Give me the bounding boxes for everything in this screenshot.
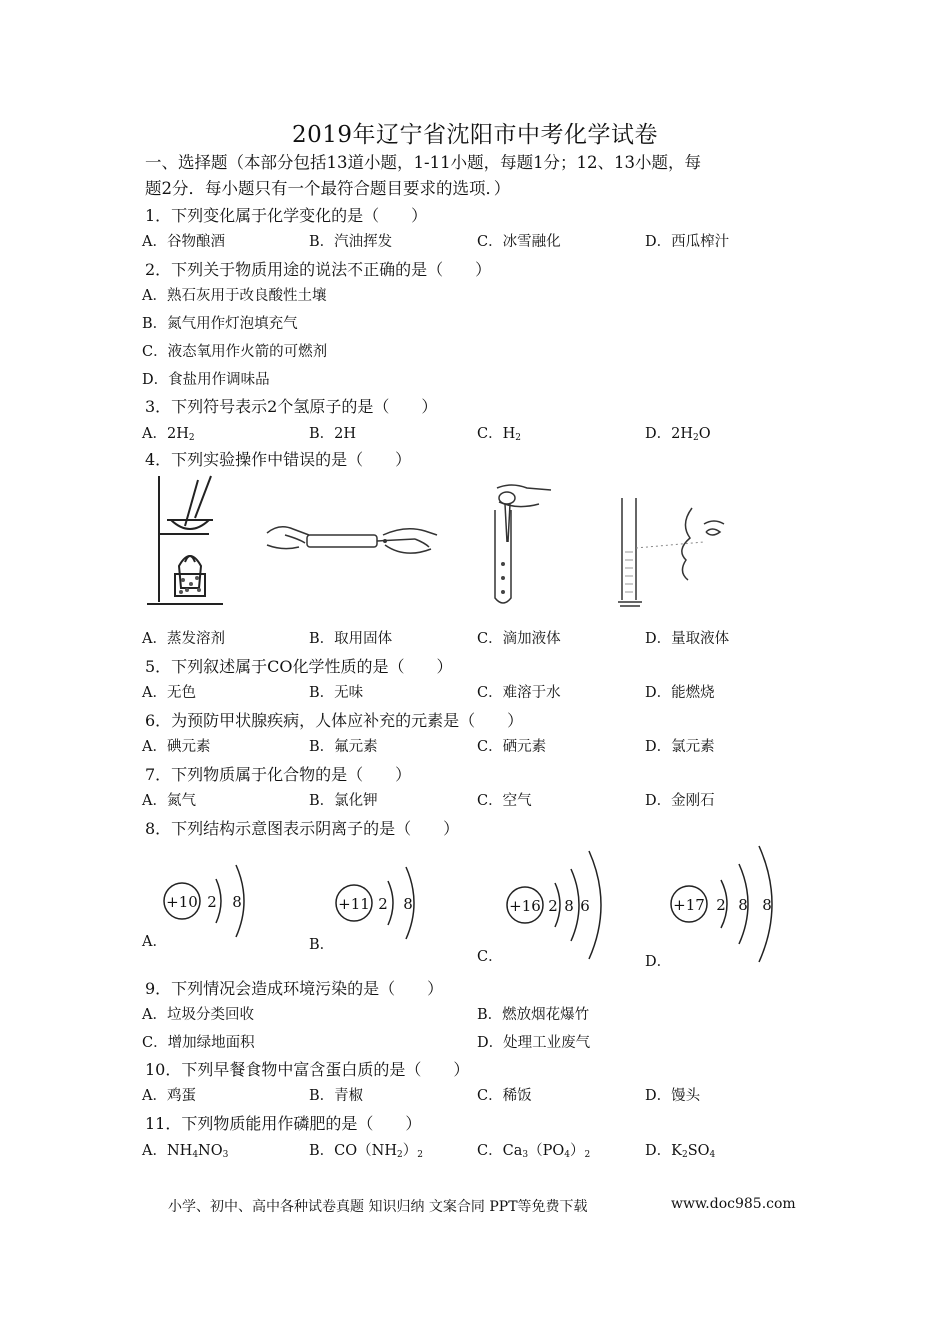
q8-option-b: B． [309, 937, 335, 953]
q7-option-a: A．氮气 [142, 793, 196, 809]
q10-option-b: B．青椒 [309, 1088, 364, 1104]
atom-c-shell-2: 8 [564, 897, 574, 915]
q8-option-d: D． [645, 954, 672, 970]
page-footer [168, 1196, 796, 1216]
q9-option-c: C．增加绿地面积 [142, 1035, 255, 1051]
q4-option-b: B．取用固体 [309, 631, 393, 647]
atom-b-nucleus: +11 [338, 895, 370, 913]
question-10-stem: 10．下列早餐食物中富含蛋白质的是（ ） [145, 1060, 470, 1079]
q10-option-c: C．稀饭 [477, 1088, 532, 1104]
question-6-stem: 6．为预防甲状腺疾病，人体应补充的元素是（ ） [145, 711, 524, 730]
atom-c-shell-1: 2 [548, 897, 558, 915]
atom-diagram-a [160, 855, 250, 945]
q11-option-a: A．$NH_4NO_3$ [142, 1143, 229, 1160]
atom-diagram-d [667, 842, 787, 968]
page-title: 2019年辽宁省沈阳市中考化学试卷 [291, 122, 659, 148]
q5-option-c: C．难溶于水 [477, 685, 561, 701]
q6-option-c: C．硒元素 [477, 739, 547, 755]
q8-option-c: C． [477, 949, 503, 965]
take-solid-figure [265, 505, 440, 575]
question-7-stem: 7．下列物质属于化合物的是（ ） [145, 765, 412, 784]
atom-diagram-c [503, 845, 618, 965]
atom-a-shell-2: 8 [232, 893, 242, 911]
question-11-stem: 11．下列物质能用作磷肥的是（ ） [145, 1114, 422, 1133]
q3-option-a: A．$2H_2$ [142, 426, 195, 443]
q1-option-c: C．冰雪融化 [477, 234, 561, 250]
question-8-stem: 8．下列结构示意图表示阴离子的是（ ） [145, 819, 460, 838]
atom-d-shell-3: 8 [762, 896, 772, 914]
atom-a-nucleus: +10 [166, 893, 198, 911]
atom-diagram-b [332, 855, 422, 945]
atom-c-nucleus: +16 [509, 897, 541, 915]
evaporation-apparatus-figure [143, 470, 233, 610]
q7-option-b: B．氯化钾 [309, 793, 378, 809]
footer-url[interactable]: www.doc985.com [671, 1196, 796, 1212]
q3-option-d: D．$2H_2O$ [645, 426, 711, 443]
q9-option-b: B．燃放烟花爆竹 [477, 1007, 590, 1023]
q1-option-d: D．西瓜榨汁 [645, 234, 730, 250]
q2-option-a: A．熟石灰用于改良酸性土壤 [142, 288, 327, 304]
q9-option-d: D．处理工业废气 [477, 1035, 591, 1051]
q1-option-a: A．谷物酿酒 [142, 234, 225, 250]
q9-option-a: A．垃圾分类回收 [142, 1007, 254, 1023]
q8-option-a: A． [142, 934, 167, 950]
q3-option-b: B．2H [309, 426, 357, 442]
atom-b-shell-1: 2 [378, 895, 388, 913]
q11-option-c: C．$Ca_3(PO_4)_2$ [477, 1143, 591, 1160]
atom-d-shell-1: 2 [716, 896, 726, 914]
atom-b-shell-2: 8 [403, 895, 413, 913]
q11-option-d: D．$K_2SO_4$ [645, 1143, 716, 1160]
q5-option-d: D．能燃烧 [645, 685, 715, 701]
atom-d-nucleus: +17 [673, 896, 705, 914]
atom-a-shell-1: 2 [207, 893, 217, 911]
q4-option-a: A．蒸发溶剂 [142, 631, 225, 647]
question-4-stem: 4．下列实验操作中错误的是（ ） [145, 450, 412, 469]
q2-option-b: B．氮气用作灯泡填充气 [142, 316, 298, 332]
section-heading-line-1: 一、选择题（本部分包括13道小题，1-11小题，每题1分；12、13小题，每 [145, 153, 702, 172]
q2-option-c: C．液态氧用作火箭的可燃剂 [142, 344, 328, 360]
q7-option-c: C．空气 [477, 793, 532, 809]
question-3-stem: 3．下列符号表示2个氢原子的是（ ） [145, 397, 438, 416]
q10-option-d: D．馒头 [645, 1088, 701, 1104]
section-heading-line-2: 题2分．每小题只有一个最符合题目要求的选项．） [145, 179, 511, 198]
question-1-stem: 1．下列变化属于化学变化的是（ ） [145, 206, 428, 225]
q5-option-a: A．无色 [142, 685, 196, 701]
atom-d-shell-2: 8 [738, 896, 748, 914]
q11-option-b: B．$CO(NH_2)_2$ [309, 1143, 423, 1160]
q7-option-d: D．金刚石 [645, 793, 715, 809]
measure-liquid-figure [608, 488, 748, 613]
q10-option-a: A．鸡蛋 [142, 1088, 196, 1104]
q6-option-d: D．氯元素 [645, 739, 715, 755]
question-9-stem: 9．下列情况会造成环境污染的是（ ） [145, 979, 444, 998]
q2-option-d: D．食盐用作调味品 [142, 372, 270, 388]
footer-text: 小学、初中、高中各种试卷真题 知识归纳 文案合同 PPT等免费下载 [168, 1199, 588, 1215]
question-2-stem: 2．下列关于物质用途的说法不正确的是（ ） [145, 260, 492, 279]
drip-liquid-figure [477, 480, 557, 610]
q6-option-a: A．碘元素 [142, 739, 211, 755]
q4-option-c: C．滴加液体 [477, 631, 561, 647]
q4-option-d: D．量取液体 [645, 631, 730, 647]
q3-option-c: C．$H_2$ [477, 426, 521, 443]
q6-option-b: B．氟元素 [309, 739, 378, 755]
q5-option-b: B．无味 [309, 685, 364, 701]
atom-c-shell-3: 6 [580, 897, 590, 915]
q1-option-b: B．汽油挥发 [309, 234, 393, 250]
question-5-stem: 5．下列叙述属于CO化学性质的是（ ） [145, 657, 453, 676]
